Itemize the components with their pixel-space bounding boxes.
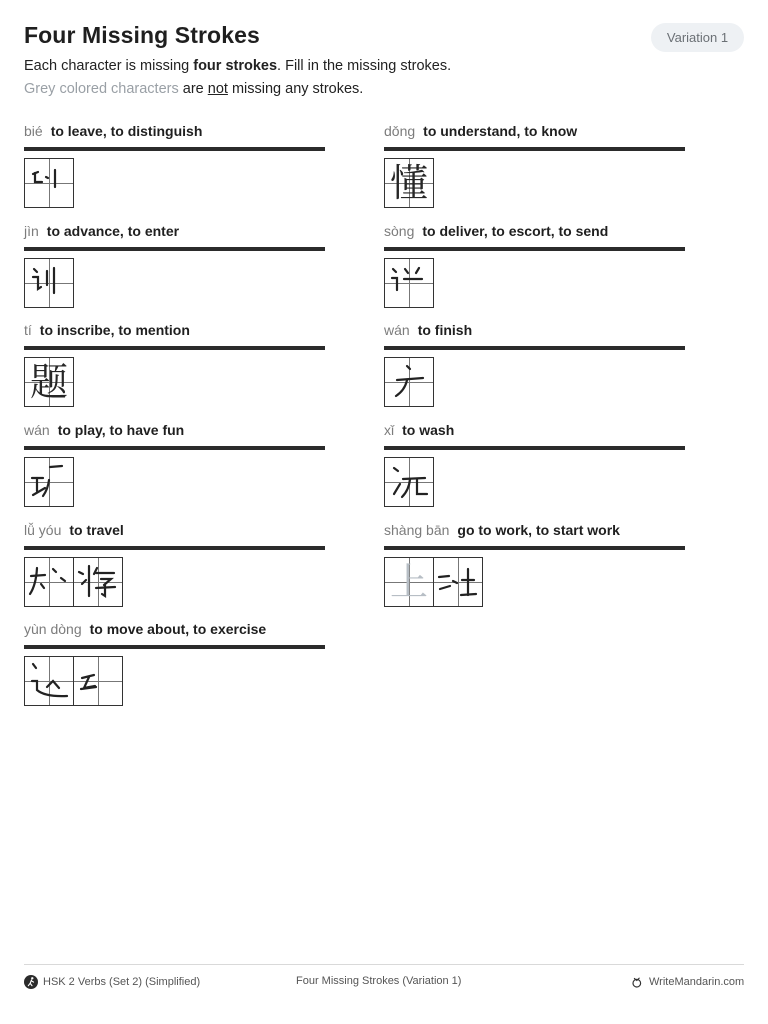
- pinyin: yùn dòng: [24, 621, 82, 637]
- partial-character-strokes: [385, 358, 433, 406]
- character-practice-box[interactable]: [384, 158, 434, 208]
- entry-header: [384, 422, 454, 438]
- character-glyph: 题: [29, 360, 68, 404]
- entry-header: [24, 422, 184, 438]
- meaning: to travel: [69, 522, 124, 538]
- entry-header: [24, 223, 179, 239]
- footer-left-text: HSK 2 Verbs (Set 2) (Simplified): [43, 976, 201, 988]
- instruction-text: Each character is missing: [24, 58, 194, 74]
- pinyin: dǒng: [384, 123, 416, 139]
- footer-center-text: Four Missing Strokes (Variation 1): [296, 975, 462, 987]
- character-row: [24, 457, 73, 507]
- meaning: to understand, to know: [423, 123, 578, 139]
- character-practice-box[interactable]: [384, 258, 434, 308]
- entry-header: [384, 123, 577, 139]
- meaning: to inscribe, to mention: [39, 322, 190, 338]
- character-practice-box[interactable]: [433, 557, 483, 607]
- section-divider: [24, 346, 325, 350]
- entry-header: [384, 223, 608, 239]
- footer-right-text[interactable]: WriteMandarin.com: [649, 976, 745, 988]
- instruction-line-2: [24, 81, 363, 97]
- instruction-text: . Fill in the missing strokes.: [277, 58, 452, 74]
- instruction-line-1: [24, 58, 451, 74]
- entry-header: [24, 621, 266, 637]
- section-divider: [384, 346, 685, 350]
- partial-character-strokes: [385, 259, 433, 307]
- section-divider: [384, 546, 685, 550]
- instruction-text: are: [178, 81, 208, 97]
- partial-character-strokes: [25, 259, 73, 307]
- partial-character-strokes: [25, 159, 73, 207]
- footer-brand[interactable]: [630, 975, 744, 989]
- character-practice-box[interactable]: [24, 457, 74, 507]
- complete-grey-character: 上: [389, 560, 428, 604]
- underlined-not: not: [207, 81, 228, 97]
- variation-badge[interactable]: Variation 1: [651, 23, 744, 52]
- character-row: [384, 457, 433, 507]
- pinyin: wán: [384, 322, 410, 338]
- meaning: to wash: [402, 422, 455, 438]
- partial-character-strokes: [434, 558, 482, 606]
- character-row: [24, 357, 73, 407]
- partial-character-strokes: [385, 458, 433, 506]
- pinyin: lǚ yóu: [24, 522, 62, 538]
- section-divider: [384, 446, 685, 450]
- section-divider: [24, 446, 325, 450]
- meaning: to advance, to enter: [46, 223, 180, 239]
- section-divider: [24, 247, 325, 251]
- pinyin: wán: [24, 422, 50, 438]
- partial-character-strokes: [74, 558, 122, 606]
- entry-header: [24, 322, 190, 338]
- footer-title: [296, 975, 461, 987]
- pinyin: sòng: [384, 223, 415, 239]
- pinyin: xǐ: [384, 422, 395, 438]
- character-row: [384, 557, 482, 607]
- meaning: to play, to have fun: [57, 422, 185, 438]
- character-practice-box[interactable]: [24, 158, 74, 208]
- character-practice-box[interactable]: [384, 557, 434, 607]
- character-practice-box[interactable]: [384, 357, 434, 407]
- character-row: [384, 158, 433, 208]
- meaning: to move about, to exercise: [89, 621, 267, 637]
- entry-header: [24, 123, 202, 139]
- meaning: go to work, to start work: [457, 522, 620, 538]
- character-row: [24, 656, 122, 706]
- footer-set-name: [24, 975, 200, 989]
- meaning: to finish: [417, 322, 473, 338]
- entry-header: [24, 522, 124, 538]
- page-title: Four Missing Strokes: [24, 22, 260, 48]
- pinyin: shàng bān: [384, 522, 450, 538]
- section-divider: [384, 147, 685, 151]
- grey-example-text: Grey colored characters: [24, 81, 179, 97]
- pinyin: tí: [24, 322, 32, 338]
- running-person-icon: [24, 975, 38, 989]
- pinyin: jìn: [24, 223, 39, 239]
- entry-header: [384, 522, 620, 538]
- instruction-text: missing any strokes.: [227, 81, 364, 97]
- character-practice-box[interactable]: [24, 557, 74, 607]
- partial-character-strokes: [25, 558, 73, 606]
- partial-character-strokes: [25, 458, 73, 506]
- character-practice-box[interactable]: [73, 557, 123, 607]
- character-row: [24, 158, 73, 208]
- meaning: to leave, to distinguish: [50, 123, 203, 139]
- section-divider: [24, 546, 325, 550]
- brand-logo-icon: [630, 975, 644, 989]
- character-practice-box[interactable]: [73, 656, 123, 706]
- instruction-emphasis: four strokes: [193, 58, 278, 74]
- character-practice-box[interactable]: [384, 457, 434, 507]
- footer-divider: [24, 964, 744, 965]
- character-row: [24, 557, 122, 607]
- partial-character-strokes: [25, 657, 73, 705]
- pinyin: bié: [24, 123, 43, 139]
- character-glyph: 懂: [389, 161, 428, 205]
- character-row: [384, 258, 433, 308]
- character-practice-box[interactable]: [24, 357, 74, 407]
- character-practice-box[interactable]: [24, 258, 74, 308]
- meaning: to deliver, to escort, to send: [422, 223, 609, 239]
- section-divider: [24, 645, 325, 649]
- entry-header: [384, 322, 472, 338]
- section-divider: [24, 147, 325, 151]
- partial-character-strokes: [74, 657, 122, 705]
- character-row: [24, 258, 73, 308]
- character-practice-box[interactable]: [24, 656, 74, 706]
- character-row: [384, 357, 433, 407]
- section-divider: [384, 247, 685, 251]
